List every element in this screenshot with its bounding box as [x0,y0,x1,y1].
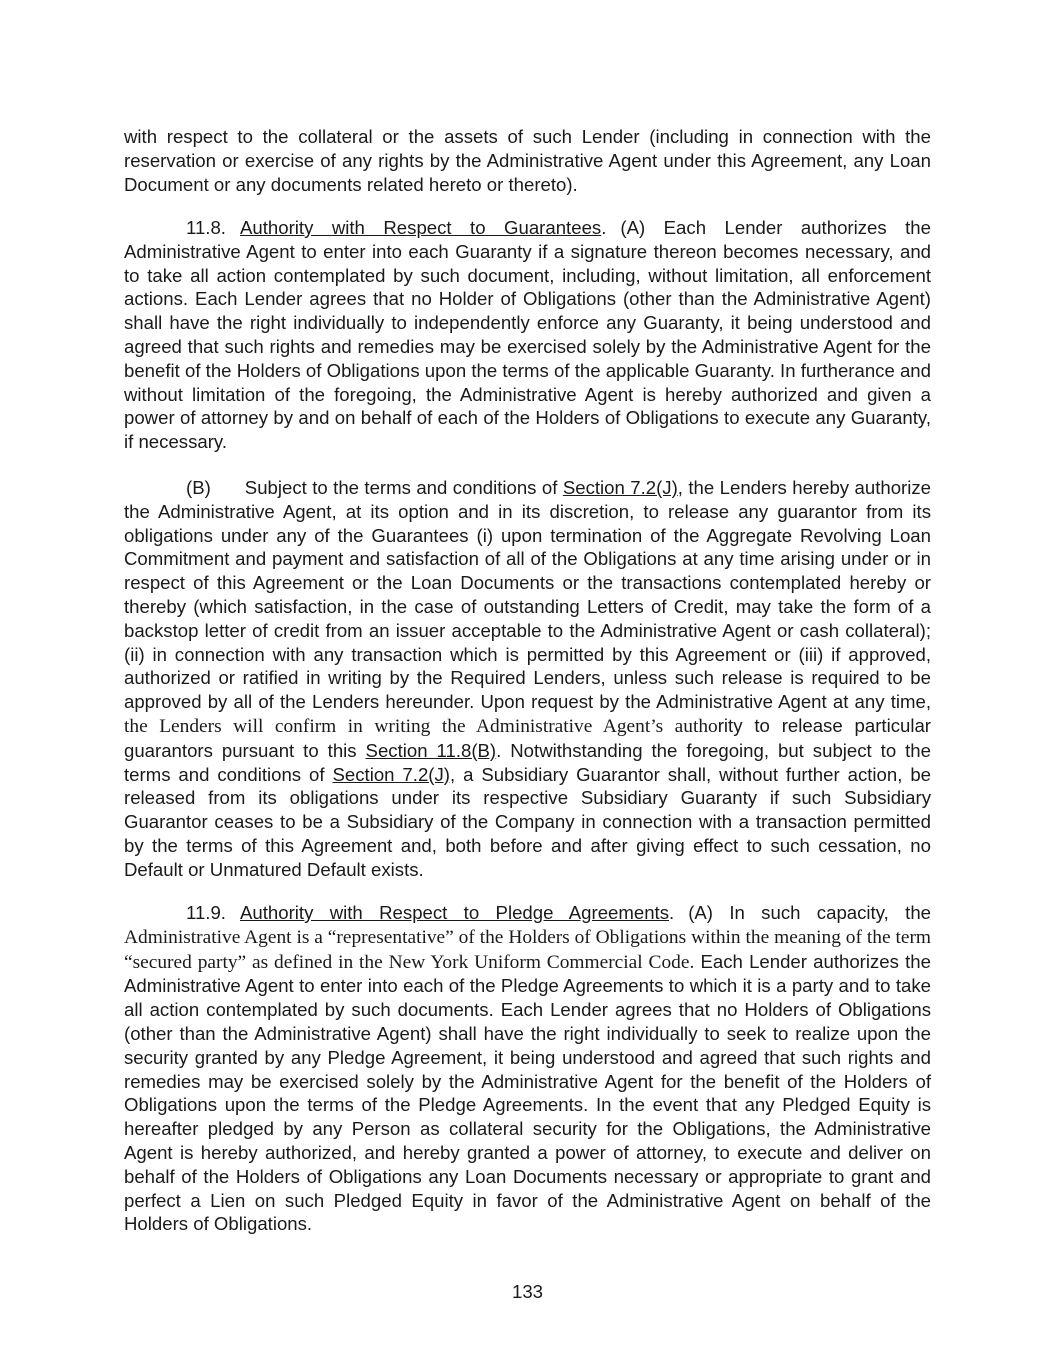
serif-text: the Lenders will confirm in writing the Administrative Agent’s autho [124,715,718,737]
body-text: , the Lenders hereby authorize the Administrative Agent, at its option and in its discretion, to release any guarantor from its obligations under any of the Guarantees (i) upon termination of the Aggregate Revolving Loan Commitment and payment and satisfaction of all of the Obligations at any time arising under or in respect of this Agreement or the Loan Documents or the transactions contemplated hereby or thereby (which satisfaction, in the case of outstanding Letters of Credit, may take the form of a backstop letter of credit from an issuer acceptable to the Administrative Agent or cash collateral); (ii) in connection with any transaction which is permitted by this Agreement or (iii) if approved, authorized or ratified in writing by the Required Lenders, unless such release is required to be approved by all of the Lenders hereunder. Upon request by the Administrative Agent at any time, [124,477,932,713]
section-11-8-text: (A) Each Lender authorizes the Administrative Agent to enter into each Guaranty if a signature thereon becomes necessary, and to take all action contemplated by such document, including, without limitation, all enforcement actions. Each Lender agrees that no Holder of Obligations (other than the Administrative Agent) shall have the right individually to independently enforce any Guaranty, it being understood and agreed that such rights and remedies may be exercised solely by the Administrative Agent for the benefit of the Holders of Obligations upon the terms of the applicable Guaranty. In furtherance and without limitation of the foregoing, the Administrative Agent is hereby authorized and given a power of attorney by and on behalf of each of the Holders of Obligations to execute any Guaranty, if necessary. [124,217,931,453]
section-11-8-heading: Authority with Respect to Guarantees [239,217,602,238]
section-11-9-number: 11.9. [186,902,226,923]
section-reference: Section 7.2(J) [562,477,678,498]
section-reference: Section 11.8(B) [365,739,497,761]
heading-period: . [601,217,607,238]
body-text: (A) In such capacity, the [688,902,931,923]
body-text: Subject to the terms and conditions of [244,477,563,498]
subsection-label: (B) [186,477,211,498]
section-11-8-b-paragraph [124,476,931,882]
serif-text: Administrative Agent is a “representative” of the Holders of Obligations within the meaning of the term “secured party” as defined in the New York Uniform Commercial Code. [124,926,931,973]
page-number: 133 [511,1281,544,1302]
section-11-9-heading: Authority with Respect to Pledge Agreements [239,902,670,923]
section-11-9-paragraph [124,901,931,1236]
body-text: . Notwithstanding the foregoing, but subject to the terms and conditions of [124,739,931,785]
heading-period: . [669,902,675,923]
section-reference: Section 7.2(J) [332,763,450,785]
section-11-8-number: 11.8. [186,217,226,238]
body-text: rity to release particular guarantors pursuant to this [124,714,931,761]
body-text: Each Lender authorizes the Administrative Agent to enter into each of the Pledge Agreements to which it is a party and to take all action contemplated by such documents. Each Lender agrees that no Holders of Obligations (other than the Administrative Agent) shall have the right individually to seek to realize upon the security granted by any Pledge Agreement, it being understood and agreed that such rights and remedies may be exercised solely by the Administrative Agent for the benefit of the Holders of Obligations upon the terms of the Pledge Agreements. In the event that any Pledged Equity is hereafter pledged by any Person as collateral security for the Obligations, the Administrative Agent is hereby authorized, and hereby granted a power of attorney, to execute and deliver on behalf of the Holders of Obligations any Loan Documents necessary or appropriate to grant and perfect a Lien on such Pledged Equity in favor of the Administrative Agent on behalf of the Holders of Obligations. [124,950,931,1235]
body-text: , a Subsidiary Guarantor shall, without further action, be released from its obligations under its respective Subsidiary Guaranty if such Subsidiary Guarantor ceases to be a Subsidiary of the Company in connection with a transaction permitted by the terms of this Agreement and, both before and after giving effect to such cessation, no Default or Unmatured Default exists. [124,763,932,880]
continuation-paragraph [124,125,931,196]
continuation-text: with respect to the collateral or the assets of such Lender (including in connection with the reservation or exercise of any rights by the Administrative Agent under this Agreement, any Loan Document or any documents related hereto or thereto). [124,126,931,195]
section-11-8-paragraph [124,216,931,454]
